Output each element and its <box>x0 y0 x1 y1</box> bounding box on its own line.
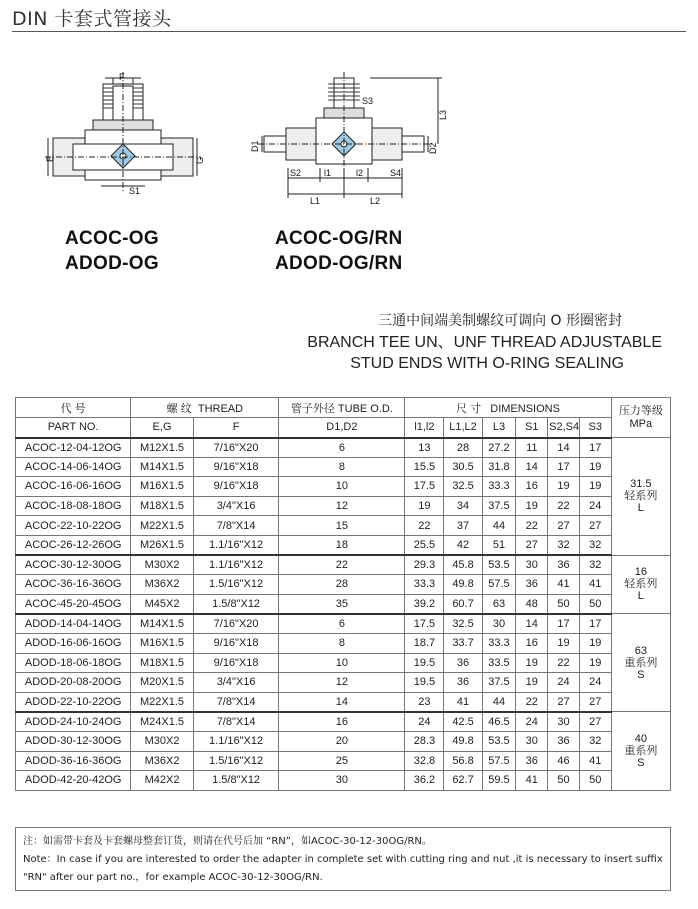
table-header-row-2 <box>16 418 671 438</box>
l1l2-large-cell: 42 <box>444 535 482 555</box>
tube-od-cell: 16 <box>279 712 405 732</box>
table-row <box>16 496 671 516</box>
l3-cell: 27.2 <box>482 438 516 458</box>
description-en-line1: BRANCH TEE UN、UNF THREAD ADJUSTABLE <box>307 334 662 351</box>
thread-f-cell: 1.5/8"X12 <box>193 771 279 791</box>
s3-cell: 32 <box>579 731 611 751</box>
l1l2-small-cell: 24 <box>405 712 444 732</box>
s3-cell: 27 <box>579 516 611 536</box>
l1l2-large-cell: 45.8 <box>444 555 482 575</box>
l1l2-small-cell: 19.5 <box>405 673 444 693</box>
dim-label-l1-large: L1 <box>310 196 321 206</box>
page-title: DIN 卡套式管接头 <box>12 8 172 30</box>
s2s4-cell: 22 <box>548 496 580 516</box>
pressure-class-cell <box>611 555 670 614</box>
part-no-cell: ACOC-36-16-36OG <box>16 575 131 595</box>
header-s2s4: S2,S4 <box>548 418 580 438</box>
s2s4-cell: 41 <box>548 575 580 595</box>
s1-cell: 11 <box>516 438 548 458</box>
dim-label-e: E <box>45 155 55 162</box>
thread-f-cell: 1.1/16"X12 <box>193 731 279 751</box>
thread-eg-cell: M14X1.5 <box>131 457 193 477</box>
header-dimensions: 尺 寸 DIMENSIONS <box>405 398 611 418</box>
description-en-line2: STUD ENDS WITH O-RING SEALING <box>350 355 624 372</box>
l3-cell: 33.3 <box>482 633 516 653</box>
model-acoc-og: ACOC-OG <box>65 228 159 249</box>
s1-cell: 30 <box>516 731 548 751</box>
thread-eg-cell: M26X1.5 <box>131 535 193 555</box>
header-eg: E,G <box>131 418 193 438</box>
tube-od-cell: 8 <box>279 633 405 653</box>
s2s4-cell: 19 <box>548 477 580 497</box>
header-pressure: 压力等级 MPa <box>611 398 670 438</box>
l3-cell: 51 <box>482 535 516 555</box>
header-s3: S3 <box>579 418 611 438</box>
s2s4-cell: 36 <box>548 731 580 751</box>
part-no-cell: ADOD-36-16-36OG <box>16 751 131 771</box>
l3-cell: 44 <box>482 516 516 536</box>
model-acoc-og-rn: ACOC-OG/RN <box>275 228 403 249</box>
part-no-cell: ADOD-24-10-24OG <box>16 712 131 732</box>
table-body <box>16 438 671 791</box>
thread-f-cell: 1.5/16"X12 <box>193 751 279 771</box>
header-thread: 螺 纹 THREAD <box>131 398 279 418</box>
s2s4-cell: 19 <box>548 633 580 653</box>
pressure-class: S <box>637 757 645 769</box>
thread-eg-cell: M18X1.5 <box>131 496 193 516</box>
s2s4-cell: 17 <box>548 457 580 477</box>
right-tee-drawing <box>252 72 452 207</box>
thread-f-cell: 1.1/16"X12 <box>193 535 279 555</box>
tube-od-cell: 28 <box>279 575 405 595</box>
l1l2-small-cell: 28.3 <box>405 731 444 751</box>
l1l2-large-cell: 37 <box>444 516 482 536</box>
s3-cell: 41 <box>579 575 611 595</box>
pressure-series: 轻系列 <box>624 490 658 503</box>
l1l2-large-cell: 60.7 <box>444 594 482 614</box>
thread-f-cell: 7/8"X14 <box>193 712 279 732</box>
table-row <box>16 712 671 732</box>
s1-cell: 24 <box>516 712 548 732</box>
s3-cell: 32 <box>579 535 611 555</box>
part-no-cell: ACOC-12-04-12OG <box>16 438 131 458</box>
table-row <box>16 731 671 751</box>
l1l2-small-cell: 19 <box>405 496 444 516</box>
dim-label-s3: S3 <box>362 96 374 106</box>
thread-eg-cell: M42X2 <box>131 771 193 791</box>
l1l2-small-cell: 19.5 <box>405 653 444 673</box>
pressure-class-cell <box>611 438 670 556</box>
l1l2-large-cell: 49.8 <box>444 575 482 595</box>
s3-cell: 41 <box>579 751 611 771</box>
thread-f-cell: 1.5/16"X12 <box>193 575 279 595</box>
thread-eg-cell: M30X2 <box>131 731 193 751</box>
s2s4-cell: 27 <box>548 692 580 712</box>
thread-f-cell: 9/16"X18 <box>193 653 279 673</box>
pressure-series: 重系列 <box>624 656 658 669</box>
table-row <box>16 653 671 673</box>
header-tube-od: 管子外径 TUBE O.D. <box>279 398 405 418</box>
pressure-value: 40 <box>634 733 647 745</box>
l1l2-large-cell: 41 <box>444 692 482 712</box>
thread-eg-cell: M20X1.5 <box>131 673 193 693</box>
pressure-value: 31.5 <box>630 478 652 491</box>
thread-f-cell: 9/16"X18 <box>193 477 279 497</box>
s1-cell: 14 <box>516 457 548 477</box>
thread-eg-cell: M16X1.5 <box>131 477 193 497</box>
dimension-table <box>15 397 671 791</box>
l1l2-small-cell: 22 <box>405 516 444 536</box>
thread-f-cell: 1.1/16"X12 <box>193 555 279 575</box>
pressure-value: 16 <box>634 566 647 579</box>
order-notes <box>15 827 671 891</box>
l1l2-large-cell: 36 <box>444 673 482 693</box>
pressure-class-cell <box>611 614 670 712</box>
thread-f-cell: 9/16"X18 <box>193 457 279 477</box>
s2s4-cell: 17 <box>548 614 580 634</box>
tube-od-cell: 14 <box>279 692 405 712</box>
l3-cell: 53.5 <box>482 555 516 575</box>
header-f: F <box>193 418 279 438</box>
l1l2-large-cell: 62.7 <box>444 771 482 791</box>
s3-cell: 27 <box>579 692 611 712</box>
thread-f-cell: 9/16"X18 <box>193 633 279 653</box>
thread-eg-cell: M36X2 <box>131 575 193 595</box>
tube-od-cell: 8 <box>279 457 405 477</box>
pressure-series: 轻系列 <box>624 578 658 591</box>
note-en-line2: "RN" after our part no.，for example ACOC-30-12-30OG/RN. <box>23 872 323 883</box>
l3-cell: 57.5 <box>482 751 516 771</box>
l1l2-large-cell: 28 <box>444 438 482 458</box>
thread-f-cell: 7/8"X14 <box>193 516 279 536</box>
part-no-cell: ADOD-18-06-18OG <box>16 653 131 673</box>
l1l2-small-cell: 17.5 <box>405 477 444 497</box>
table-row <box>16 438 671 458</box>
tube-od-cell: 30 <box>279 771 405 791</box>
thread-eg-cell: M12X1.5 <box>131 438 193 458</box>
l1l2-large-cell: 49.8 <box>444 731 482 751</box>
s3-cell: 32 <box>579 555 611 575</box>
part-no-cell: ACOC-22-10-22OG <box>16 516 131 536</box>
s3-cell: 17 <box>579 438 611 458</box>
model-label-left <box>65 226 159 276</box>
s3-cell: 17 <box>579 614 611 634</box>
model-adod-og-rn: ADOD-OG/RN <box>275 253 403 274</box>
s2s4-cell: 30 <box>548 712 580 732</box>
part-no-cell: ACOC-30-12-30OG <box>16 555 131 575</box>
dim-label-d1: D1 <box>250 140 260 152</box>
thread-eg-cell: M30X2 <box>131 555 193 575</box>
pressure-value: 63 <box>634 644 647 657</box>
l1l2-small-cell: 33.3 <box>405 575 444 595</box>
header-l3: L3 <box>482 418 516 438</box>
pressure-class: L <box>637 590 644 603</box>
l1l2-small-cell: 13 <box>405 438 444 458</box>
pressure-class: L <box>637 502 644 515</box>
dim-label-s4: S4 <box>390 168 402 178</box>
part-no-cell: ACOC-45-20-45OG <box>16 594 131 614</box>
header-part-no: PART NO. <box>16 418 131 438</box>
table-row <box>16 477 671 497</box>
l3-cell: 53.5 <box>482 731 516 751</box>
l3-cell: 63 <box>482 594 516 614</box>
thread-f-cell: 7/16"X20 <box>193 438 279 458</box>
s3-cell: 19 <box>579 633 611 653</box>
s1-cell: 19 <box>516 496 548 516</box>
s1-cell: 14 <box>516 614 548 634</box>
table-row <box>16 516 671 536</box>
l3-cell: 46.5 <box>482 712 516 732</box>
l3-cell: 30 <box>482 614 516 634</box>
s3-cell: 27 <box>579 712 611 732</box>
header-l1l2-large: L1,L2 <box>444 418 482 438</box>
l1l2-large-cell: 33.7 <box>444 633 482 653</box>
tube-od-cell: 20 <box>279 731 405 751</box>
l3-cell: 37.5 <box>482 673 516 693</box>
s1-cell: 16 <box>516 477 548 497</box>
l1l2-large-cell: 36 <box>444 653 482 673</box>
s1-cell: 16 <box>516 633 548 653</box>
dim-label-s1: S1 <box>129 186 141 196</box>
title-divider <box>12 31 686 32</box>
part-no-cell: ACOC-26-12-26OG <box>16 535 131 555</box>
s1-cell: 36 <box>516 751 548 771</box>
s1-cell: 22 <box>516 692 548 712</box>
tube-od-cell: 15 <box>279 516 405 536</box>
l3-cell: 33.3 <box>482 477 516 497</box>
part-no-cell: ADOD-14-04-14OG <box>16 614 131 634</box>
l1l2-large-cell: 32.5 <box>444 614 482 634</box>
table-row <box>16 673 671 693</box>
s3-cell: 19 <box>579 653 611 673</box>
tube-od-cell: 6 <box>279 438 405 458</box>
s2s4-cell: 22 <box>548 653 580 673</box>
dim-label-l2-small: l2 <box>356 168 364 178</box>
l3-cell: 57.5 <box>482 575 516 595</box>
s2s4-cell: 14 <box>548 438 580 458</box>
thread-f-cell: 3/4"X16 <box>193 496 279 516</box>
tube-od-cell: 25 <box>279 751 405 771</box>
dim-label-f: F <box>119 72 125 82</box>
s3-cell: 19 <box>579 457 611 477</box>
l1l2-small-cell: 23 <box>405 692 444 712</box>
tube-od-cell: 22 <box>279 555 405 575</box>
l1l2-large-cell: 30.5 <box>444 457 482 477</box>
thread-f-cell: 3/4"X16 <box>193 673 279 693</box>
pressure-class: S <box>637 668 645 681</box>
dim-label-l1-small: l1 <box>324 168 332 178</box>
model-adod-og: ADOD-OG <box>65 253 159 274</box>
thread-eg-cell: M45X2 <box>131 594 193 614</box>
l3-cell: 59.5 <box>482 771 516 791</box>
note-cn: 注：如需带卡套及卡套螺母整套订货，则请在代号后加 “RN”，如ACOC-30-12-30OG/RN。 <box>23 836 432 847</box>
s2s4-cell: 27 <box>548 516 580 536</box>
thread-eg-cell: M22X1.5 <box>131 516 193 536</box>
dim-label-l3: L3 <box>438 109 448 120</box>
note-en-line1: Note：In case if you are interested to order the adapter in complete set with cutting ring and nut ,it is necessary to insert suffix <box>23 854 663 865</box>
thread-eg-cell: M22X1.5 <box>131 692 193 712</box>
dim-label-d2: D2 <box>428 142 438 154</box>
l1l2-small-cell: 36.2 <box>405 771 444 791</box>
s1-cell: 27 <box>516 535 548 555</box>
s3-cell: 24 <box>579 496 611 516</box>
thread-eg-cell: M36X2 <box>131 751 193 771</box>
s1-cell: 30 <box>516 555 548 575</box>
dim-label-l2-large: L2 <box>370 196 381 206</box>
thread-eg-cell: M24X1.5 <box>131 712 193 732</box>
s1-cell: 19 <box>516 673 548 693</box>
tube-od-cell: 6 <box>279 614 405 634</box>
thread-eg-cell: M18X1.5 <box>131 653 193 673</box>
l1l2-small-cell: 29.3 <box>405 555 444 575</box>
l3-cell: 44 <box>482 692 516 712</box>
header-d1d2: D1,D2 <box>279 418 405 438</box>
l1l2-small-cell: 25.5 <box>405 535 444 555</box>
s1-cell: 19 <box>516 653 548 673</box>
model-label-right <box>275 226 403 276</box>
s3-cell: 24 <box>579 673 611 693</box>
table-row <box>16 751 671 771</box>
table-header-row-1 <box>16 398 671 418</box>
thread-eg-cell: M14X1.5 <box>131 614 193 634</box>
part-no-cell: ADOD-30-12-30OG <box>16 731 131 751</box>
s2s4-cell: 50 <box>548 771 580 791</box>
part-no-cell: ADOD-22-10-22OG <box>16 692 131 712</box>
header-s1: S1 <box>516 418 548 438</box>
s2s4-cell: 46 <box>548 751 580 771</box>
part-no-cell: ACOC-16-06-16OG <box>16 477 131 497</box>
product-description <box>307 311 662 374</box>
table-row <box>16 555 671 575</box>
l1l2-small-cell: 18.7 <box>405 633 444 653</box>
pressure-series: 重系列 <box>624 745 658 757</box>
part-no-cell: ADOD-20-08-20OG <box>16 673 131 693</box>
s1-cell: 48 <box>516 594 548 614</box>
tube-od-cell: 10 <box>279 653 405 673</box>
table-row <box>16 594 671 614</box>
s1-cell: 41 <box>516 771 548 791</box>
dim-label-g: G <box>195 156 205 164</box>
l1l2-large-cell: 34 <box>444 496 482 516</box>
l1l2-small-cell: 17.5 <box>405 614 444 634</box>
part-no-cell: ADOD-16-06-16OG <box>16 633 131 653</box>
table-row <box>16 535 671 555</box>
part-no-cell: ADOD-42-20-42OG <box>16 771 131 791</box>
l1l2-small-cell: 15.5 <box>405 457 444 477</box>
description-cn: 三通中间端美制螺纹可调向 O 形圈密封 <box>378 313 622 329</box>
s3-cell: 50 <box>579 594 611 614</box>
table-row <box>16 771 671 791</box>
header-code-cn: 代 号 <box>16 398 131 418</box>
part-no-cell: ACOC-14-06-14OG <box>16 457 131 477</box>
tube-od-cell: 12 <box>279 673 405 693</box>
table-row <box>16 692 671 712</box>
tube-od-cell: 12 <box>279 496 405 516</box>
table-row <box>16 614 671 634</box>
s3-cell: 50 <box>579 771 611 791</box>
s2s4-cell: 32 <box>548 535 580 555</box>
s3-cell: 19 <box>579 477 611 497</box>
part-no-cell: ACOC-18-08-18OG <box>16 496 131 516</box>
l3-cell: 33.5 <box>482 653 516 673</box>
header-l1l2-small: l1,l2 <box>405 418 444 438</box>
pressure-class-cell <box>611 712 670 790</box>
tube-od-cell: 35 <box>279 594 405 614</box>
tube-od-cell: 18 <box>279 535 405 555</box>
tube-od-cell: 10 <box>279 477 405 497</box>
table-row <box>16 457 671 477</box>
s2s4-cell: 50 <box>548 594 580 614</box>
l1l2-large-cell: 42.5 <box>444 712 482 732</box>
s2s4-cell: 24 <box>548 673 580 693</box>
l1l2-large-cell: 32.5 <box>444 477 482 497</box>
s1-cell: 22 <box>516 516 548 536</box>
left-tee-drawing <box>45 72 205 202</box>
thread-f-cell: 7/16"X20 <box>193 614 279 634</box>
thread-eg-cell: M16X1.5 <box>131 633 193 653</box>
l1l2-large-cell: 56.8 <box>444 751 482 771</box>
s1-cell: 36 <box>516 575 548 595</box>
s2s4-cell: 36 <box>548 555 580 575</box>
table-row <box>16 575 671 595</box>
thread-f-cell: 7/8"X14 <box>193 692 279 712</box>
l3-cell: 31.8 <box>482 457 516 477</box>
l1l2-small-cell: 32.8 <box>405 751 444 771</box>
thread-f-cell: 1.5/8"X12 <box>193 594 279 614</box>
l1l2-small-cell: 39.2 <box>405 594 444 614</box>
l3-cell: 37.5 <box>482 496 516 516</box>
table-row <box>16 633 671 653</box>
dim-label-s2: S2 <box>290 168 302 178</box>
